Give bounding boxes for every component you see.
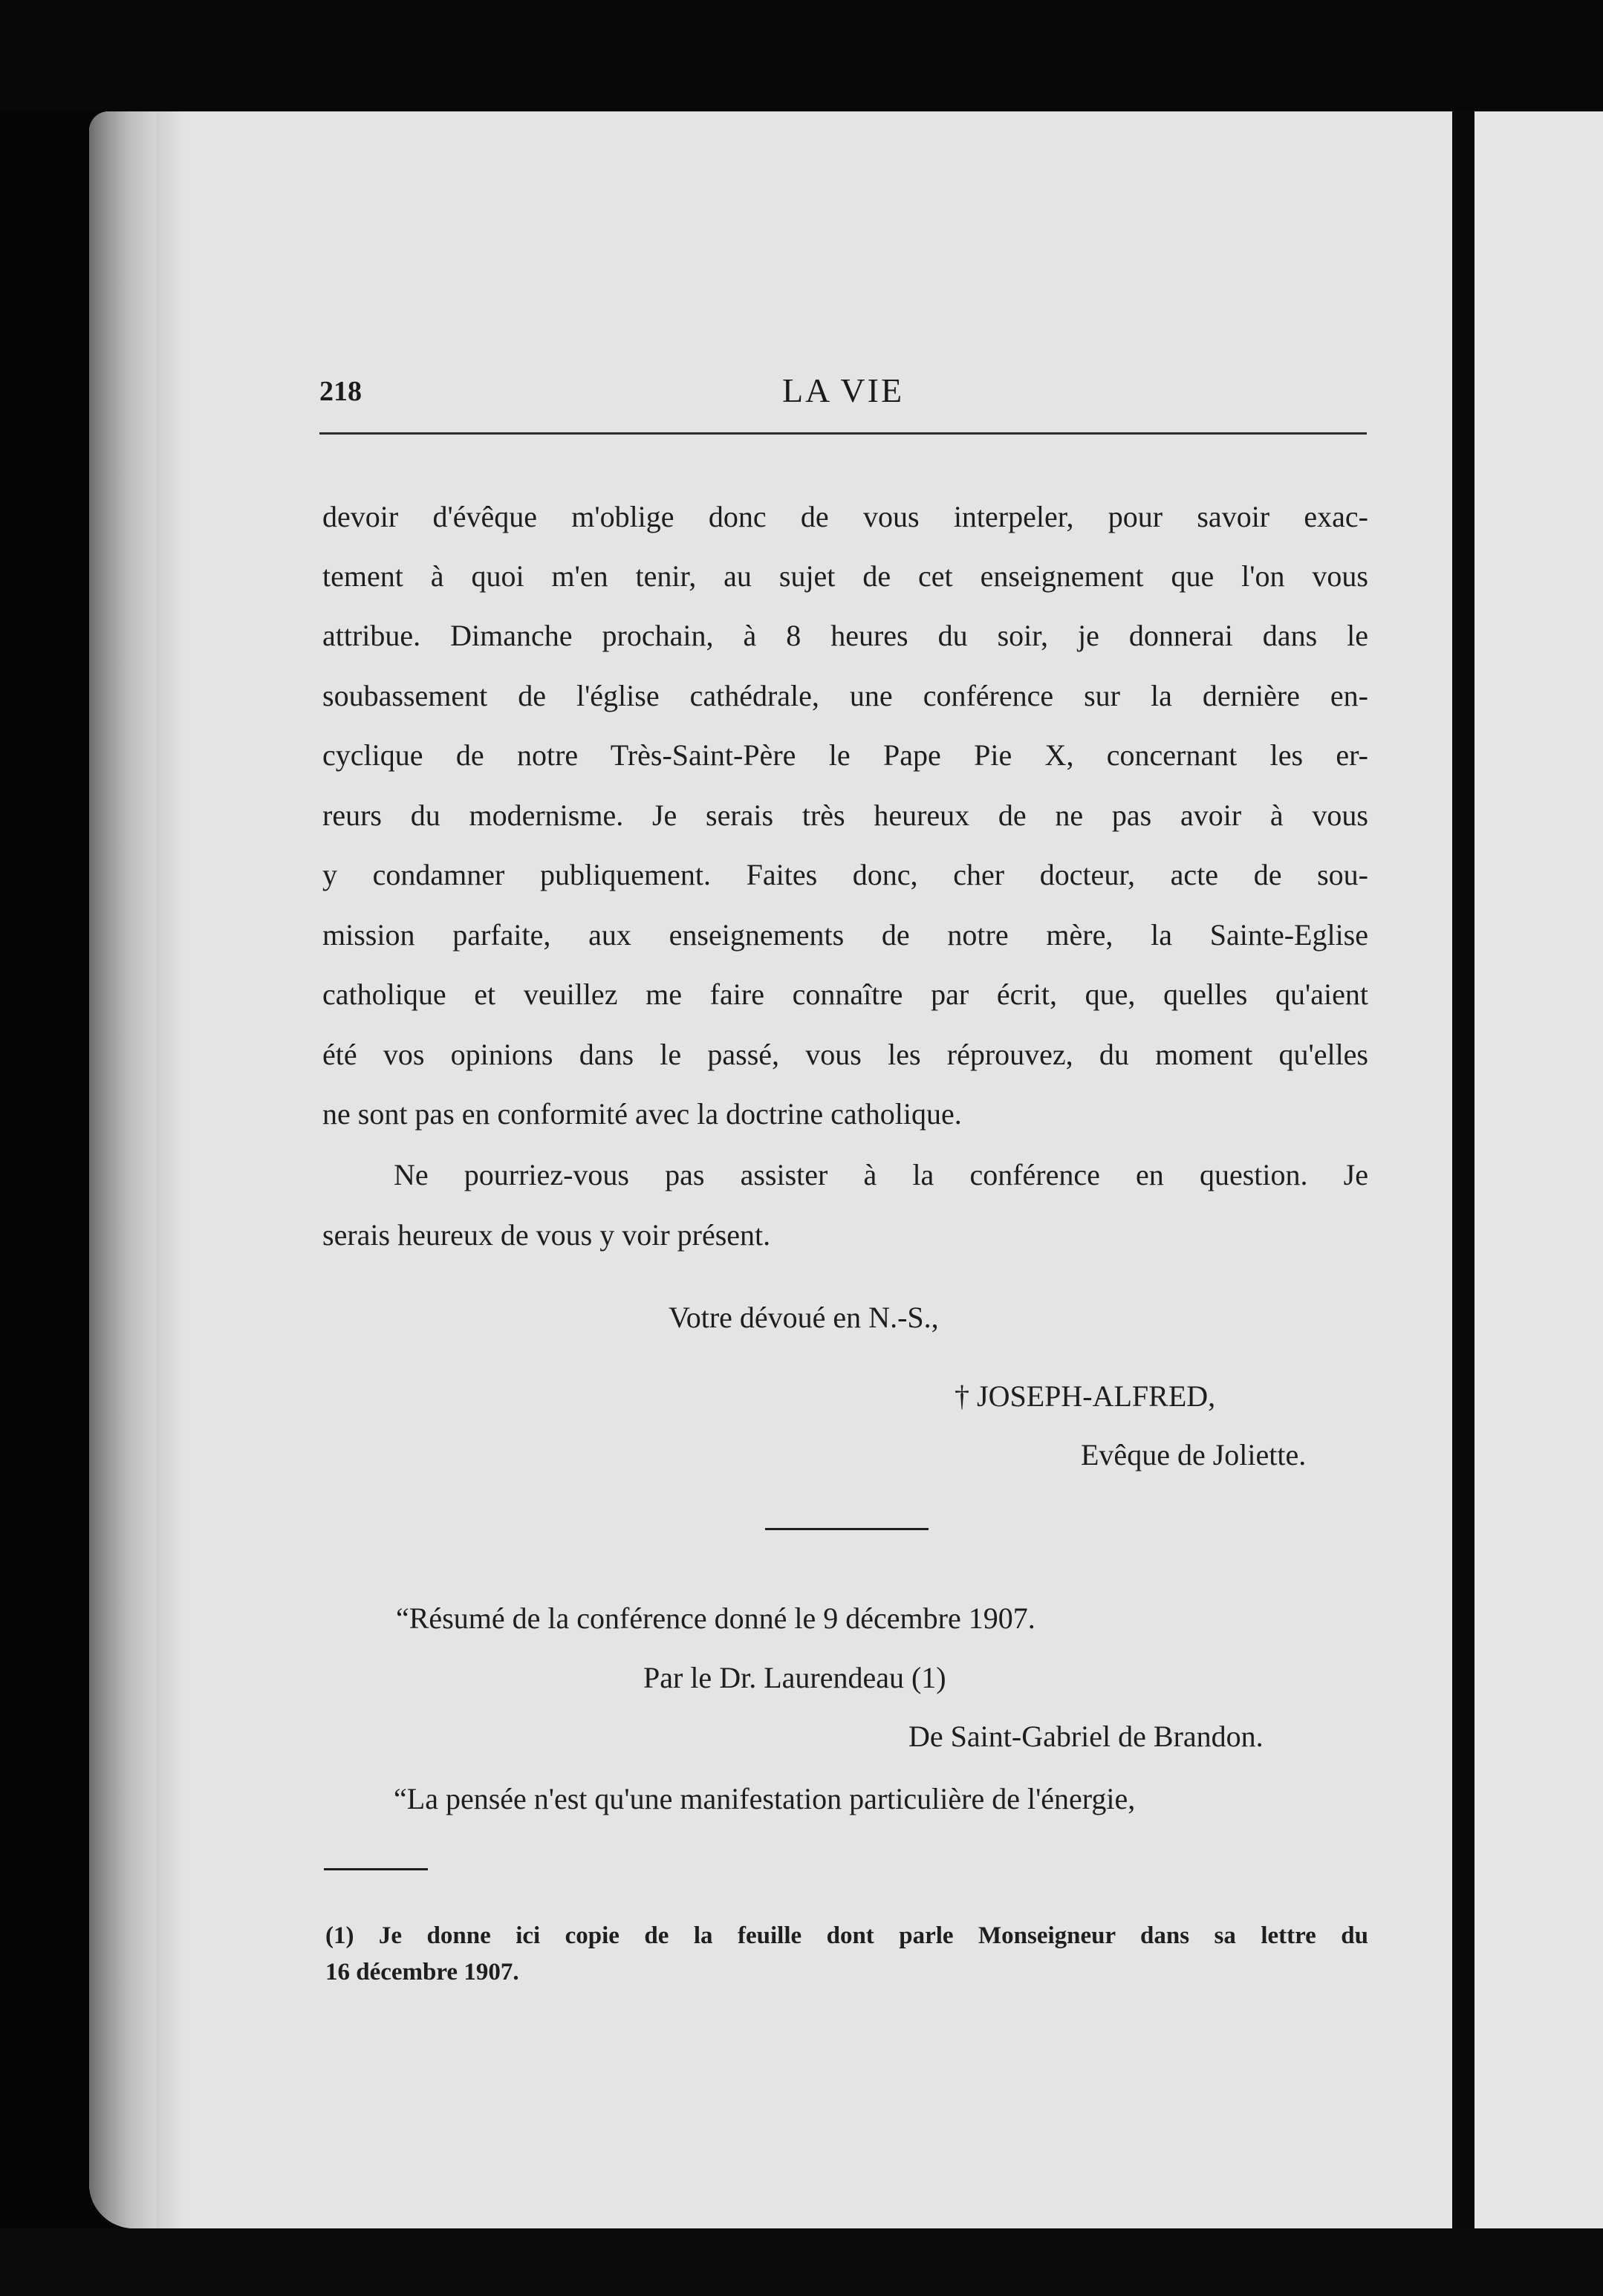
summary-author: Par le Dr. Laurendeau (1): [643, 1661, 946, 1694]
text-line: été vos opinions dans le passé, vous les réprouvez, du moment qu'elles: [322, 1038, 1368, 1071]
text-line: y condamner publiquement. Faites donc, cher docteur, acte de sou-: [322, 858, 1368, 891]
text-line: serais heureux de vous y voir présent.: [322, 1218, 771, 1252]
text-line: ne sont pas en conformité avec la doctrine catholique.: [322, 1097, 962, 1131]
signer-title: Evêque de Joliette.: [1081, 1438, 1307, 1471]
footnote-rule: [324, 1868, 428, 1870]
footnote-line: (1) Je donne ici copie de la feuille dont parle Monseigneur dans sa lettre du: [325, 1922, 1368, 1949]
page-gutter: [1452, 111, 1474, 2228]
text-line: catholique et veuillez me faire connaître par écrit, que, quelles qu'aient: [322, 978, 1368, 1011]
letter-closing: Votre dévoué en N.-S.,: [669, 1301, 939, 1334]
text-line: soubassement de l'église cathédrale, une conférence sur la dernière en-: [322, 679, 1368, 712]
footnote-line: 16 décembre 1907.: [325, 1959, 519, 1986]
page-spine-shadow: [156, 111, 186, 2228]
running-title: LA VIE: [781, 371, 905, 409]
summary-heading: “Résumé de la conférence donné le 9 décembre 1907.: [396, 1601, 1035, 1635]
text-line: tement à quoi m'en tenir, au sujet de cet enseignement que l'on vous: [322, 559, 1368, 593]
letter-signature: † JOSEPH-ALFRED,: [955, 1379, 1216, 1413]
page-spine-edge: [89, 111, 156, 2228]
text-line: reurs du modernisme. Je serais très heureux de ne pas avoir à vous: [322, 799, 1368, 832]
text-line: Ne pourriez-vous pas assister à la conférence en question. Je: [394, 1158, 1368, 1191]
text-line: attribue. Dimanche prochain, à 8 heures du soir, je donnerai dans le: [322, 619, 1368, 652]
section-separator: [765, 1528, 929, 1530]
text-line: mission parfaite, aux enseignements de notre mère, la Sainte-Eglise: [322, 918, 1368, 952]
page-number: 218: [319, 376, 362, 407]
next-page-edge: [1474, 111, 1603, 2228]
page-header: [319, 371, 1367, 427]
scan-background-top: [0, 0, 1603, 111]
text-line: cyclique de notre Très-Saint-Père le Pape Pie X, concernant les er-: [322, 738, 1368, 772]
summary-first-line: “La pensée n'est qu'une manifestation particulière de l'énergie,: [394, 1782, 1136, 1815]
scan-background-bottom: [0, 2228, 1603, 2296]
header-rule: [319, 432, 1367, 435]
summary-place: De Saint-Gabriel de Brandon.: [908, 1720, 1264, 1753]
text-line: devoir d'évêque m'oblige donc de vous interpeler, pour savoir exac-: [322, 500, 1368, 533]
